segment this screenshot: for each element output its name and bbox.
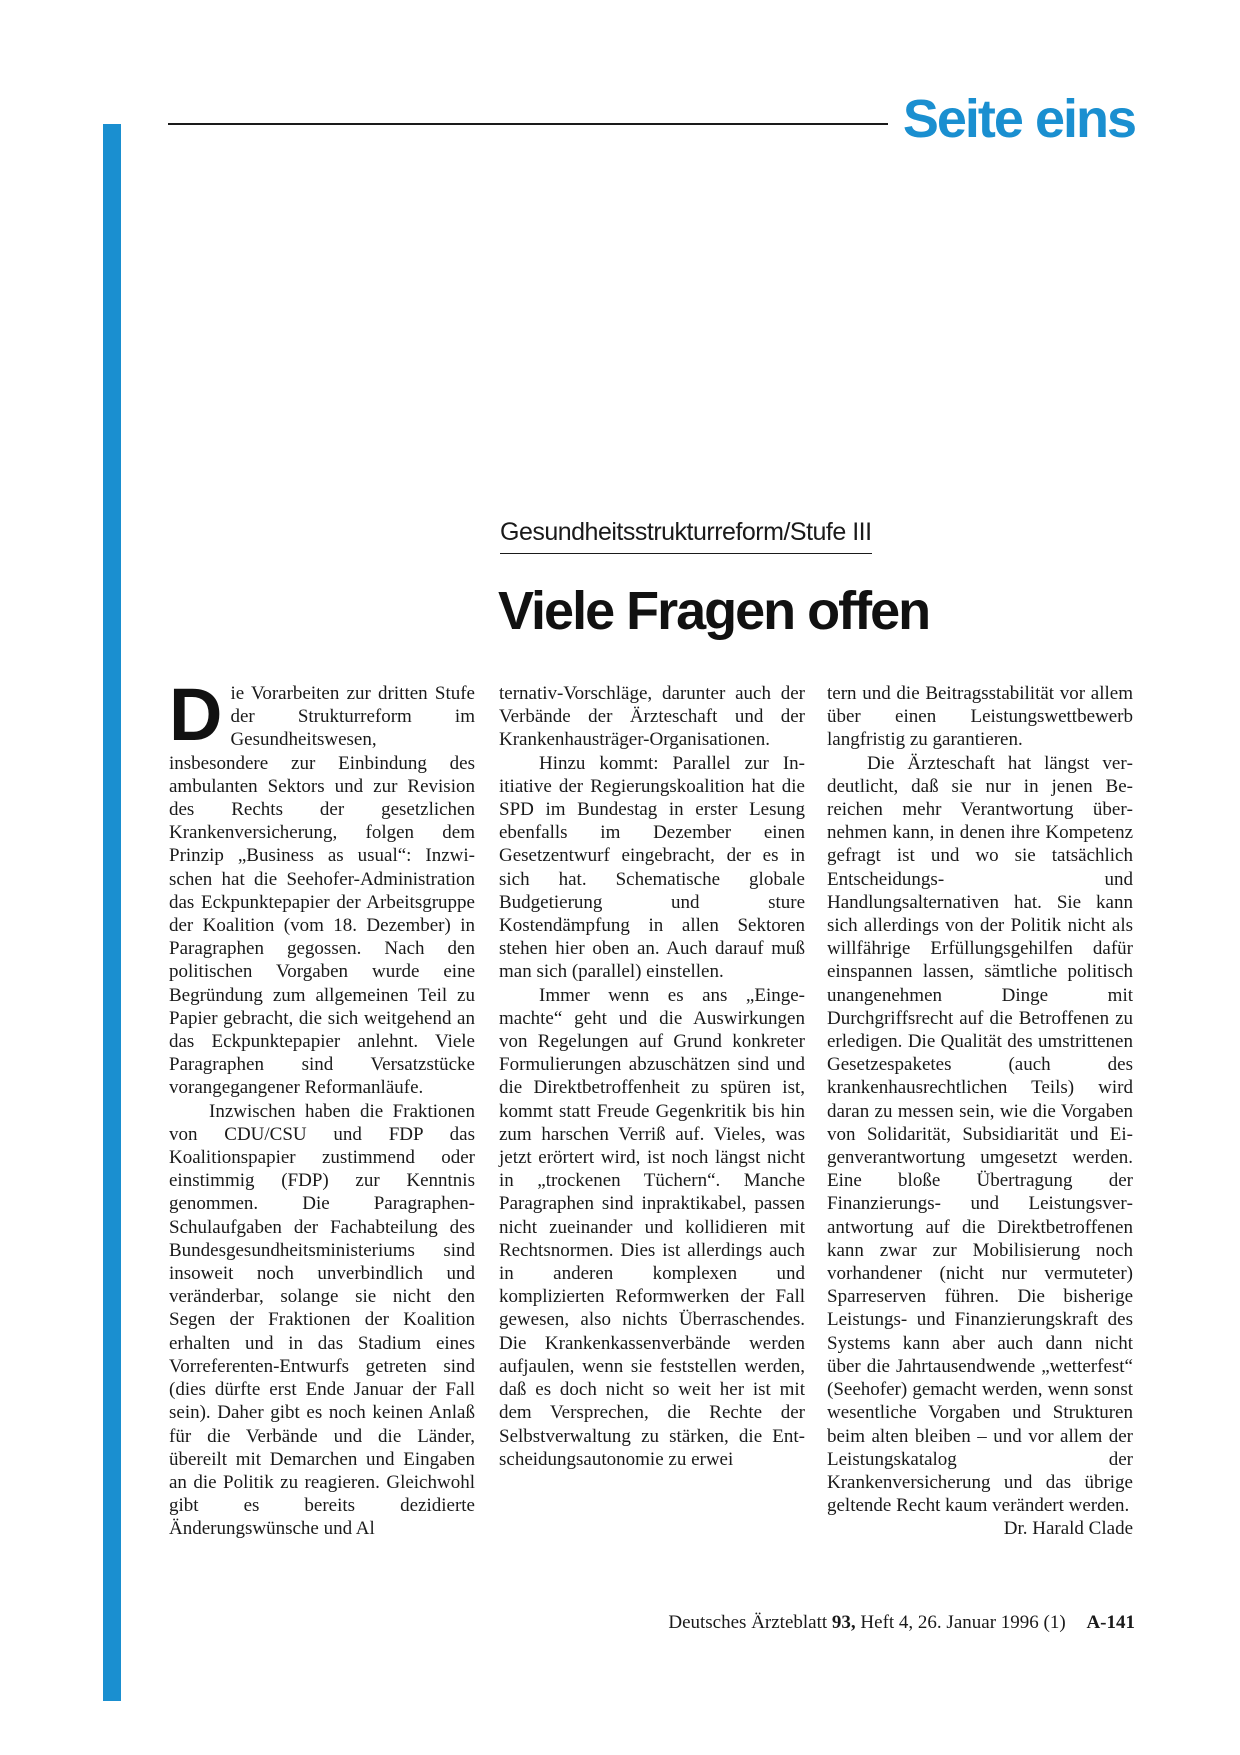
article-column-3	[827, 682, 1133, 1541]
section-label: Seite eins	[902, 89, 1135, 149]
paragraph: ternativ-Vorschläge, darunter auch der Verbände der Ärzteschaft und der Krankenhausträger-Organisationen.	[499, 683, 805, 751]
paragraph	[827, 752, 1133, 1540]
drop-cap: D	[169, 673, 223, 756]
paragraph: Immer wenn es ans „Eingemachte“ geht und die Auswirkungen von Regelungen auf Grund konkreter Formulierungen abzuschätzen sind und die Direktbetroffenheit zu spüren ist, kommt statt Freude Gegenkritik bis hin zum harschen Verriß auf. Vieles, was jetzt erörtert wird, ist noch längst nicht in „trockenen Tüchern“. Manche Paragraphen sind inpraktikabel, passen nicht zueinander und kollidieren mit Rechtsnormen. Dies ist allerdings auch in anderen komplexen und komplizierten Reformwerken der Fall gewesen, also nichts Überraschendes. Die Krankenkassenverbände werden aufjaulen, wenn sie feststellen werden, daß es doch nicht so weit her ist mit dem Versprechen, die Rechte der Selbstverwaltung zu stärken, die Entscheidungsautonomie zu erwei	[499, 984, 805, 1470]
paragraph: Inzwischen haben die Fraktionen von CDU/CSU und FDP das Koalitionspapier zustimmend oder einstimmig (FDP) zur Kenntnis genommen. Die Paragraphen-Schulaufgaben der Fachabteilung des Bundesgesundheitsministeriums sind insoweit noch unverbindlich und veränderbar, solange sie nicht den Segen der Fraktionen der Koalition erhalten und in das Stadium eines Vorreferenten-Entwurfs getreten sind (dies dürfte erst Ende Januar der Fall sein). Daher gibt es noch keinen Anlaß für die Verbände und die Länder, übereilt mit Demarchen und Eingaben an die Politik zu reagieren. Gleichwohl gibt es bereits dezidierte Änderungswünsche und Al	[169, 1100, 475, 1540]
author-byline: Dr. Harald Clade	[1003, 1518, 1133, 1540]
paragraph	[169, 673, 475, 1100]
accent-bar	[103, 124, 121, 1701]
journal-volume: 93,	[831, 1612, 856, 1633]
article-column-1	[169, 673, 475, 1541]
top-rule	[168, 123, 888, 125]
article-kicker: Gesundheitsstrukturreform/Stufe III	[500, 518, 872, 554]
paragraph: tern und die Beitragsstabilität vor allem über einen Leistungswettbewerb langfristig zu garantieren.	[827, 683, 1133, 751]
journal-name: Deutsches Ärzteblatt	[668, 1612, 828, 1633]
paragraph-text: ie Vorarbeiten zur dritten Stufe der Strukturreform im Gesundheitswesen, insbesondere zur Einbindung des ambulanten Sektors und zur Revision des Rechts der gesetzlichen Krankenversicherung, folgen dem Prinzip „Business as usual“: Inzwischen hat die Seehofer-Administration das Eckpunktepapier der Arbeitsgruppe der Koalition (vom 18. Dezember) in Paragraphen gegossen. Nach den politischen Vorgaben wurde eine Begründung zum allgemeinen Teil zu Papier gebracht, die sich weitgehend an das Eckpunktepapier anlehnt. Viele Paragraphen sind Versatzstücke vorangegangener Reformanläufe.	[169, 683, 475, 1099]
page-footer	[668, 1612, 1135, 1634]
journal-issue: Heft 4, 26. Januar 1996 (1)	[860, 1612, 1066, 1633]
paragraph: Hinzu kommt: Parallel zur Initiative der Regierungskoalition hat die SPD im Bundestag in erster Lesung ebenfalls im Dezember einen Gesetzentwurf eingebracht, der es in sich hat. Schematische globale Budgetierung und sture Kostendämpfung in allen Sektoren stehen hier oben an. Auch darauf muß man sich (parallel) einstellen.	[499, 752, 805, 983]
paragraph-text: Die Ärzteschaft hat längst verdeutlicht, daß sie nur in jenen Bereichen mehr Verantwortung übernehmen kann, in denen ihre Kompetenz gefragt ist und wo sie tatsächlich Entscheidungs- und Handlungsalternativen hat. Sie kann sich allerdings von der Politik nicht als willfährige Erfüllungsgehilfen dafür einspannen lassen, sämtliche politisch unangenehmen Dinge mit Durchgriffsrecht auf die Betroffenen zu erledigen. Die Qualität des umstrittenen Gesetzespaketes (auch des krankenhausrechtlichen Teils) wird daran zu messen sein, wie die Vorgaben von Solidarität, Subsidiarität und Eigenverantwortung umgesetzt werden. Eine bloße Übertragung der Finanzierungs- und Leistungsverantwortung auf die Direktbetroffenen kann zwar zur Mobilisierung noch vorhandener (nicht nur vermuteter) Sparreserven führen. Die bisherige Leistungs- und Finanzierungskraft des Systems kann aber auch dann nicht über die Jahrtausendwende „wetterfest“ (Seehofer) gemacht werden, wenn sonst wesentliche Vorgaben und Strukturen beim alten bleiben – und vor allem der Leistungskatalog der Krankenversicherung und das übrige geltende Recht kaum verändert werden.	[827, 752, 1133, 1517]
article-column-2	[499, 682, 805, 1471]
article-headline: Viele Fragen offen	[498, 581, 930, 641]
page-number: A-141	[1086, 1612, 1135, 1633]
